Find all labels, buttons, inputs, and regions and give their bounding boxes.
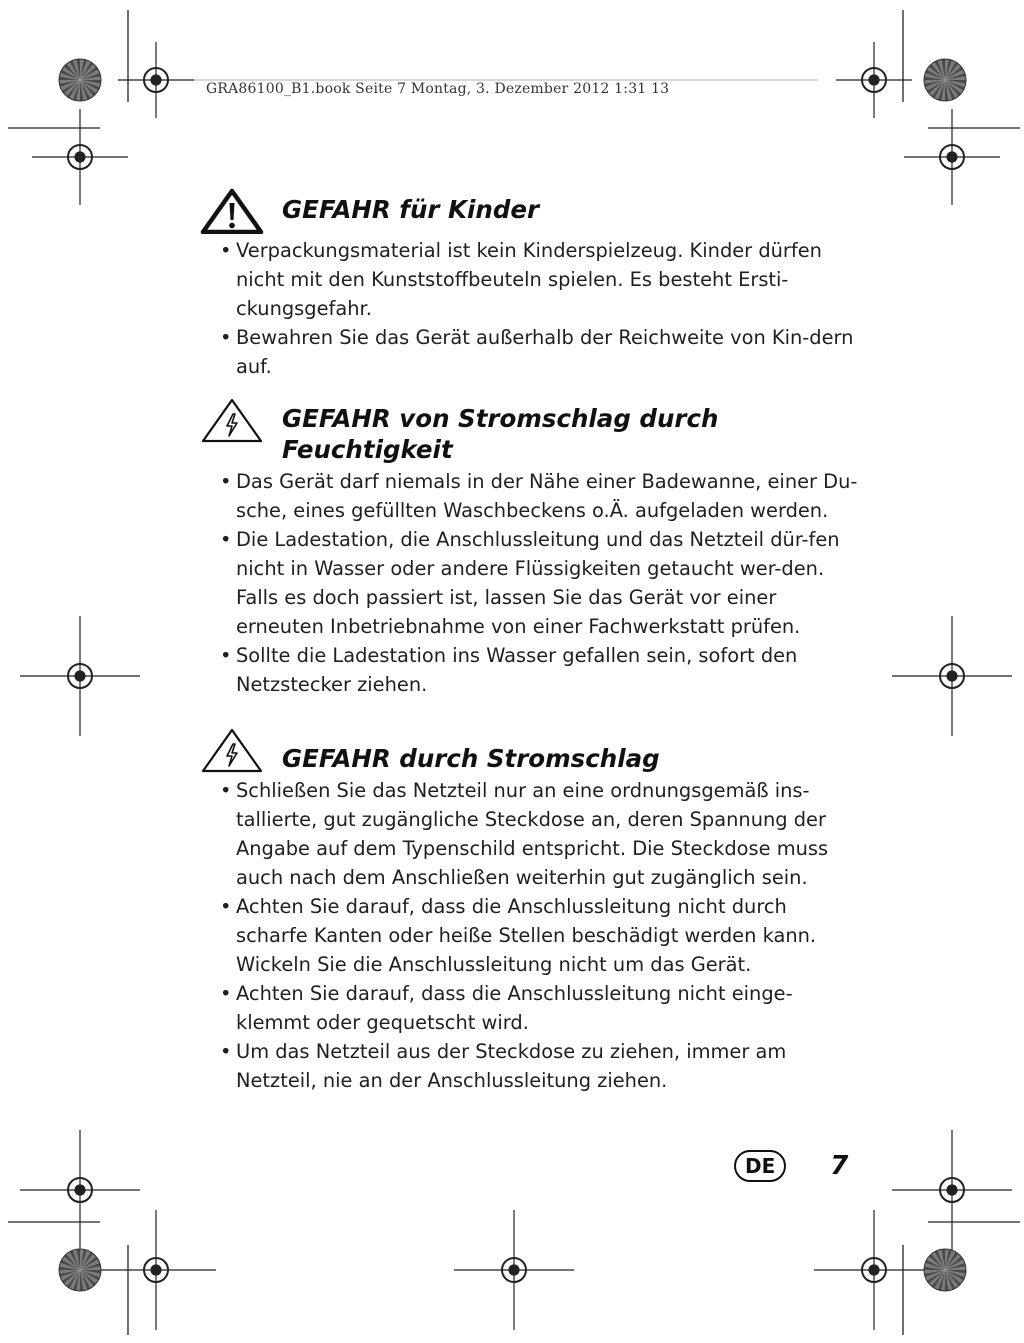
bullet-icon: • bbox=[220, 470, 232, 493]
registration-mark-icon bbox=[904, 109, 1000, 205]
list-item-text: Bewahren Sie das Gerät außerhalb der Reichweite von Kin-dern auf. bbox=[236, 326, 854, 378]
list-item bbox=[200, 525, 860, 641]
section-heading bbox=[200, 729, 860, 774]
color-wheel-icon bbox=[924, 59, 966, 101]
list-item-text: Um das Netzteil aus der Steckdose zu ziehen, immer am Netzteil, nie an der Anschlussleitung ziehen. bbox=[236, 1040, 787, 1092]
list-item-text: Das Gerät darf niemals in der Nähe einer Badewanne, einer Du-sche, eines gefüllten Waschbeckens o.Ä. aufgeladen werden. bbox=[236, 470, 858, 522]
bullet-icon: • bbox=[220, 1040, 232, 1063]
bullet-icon: • bbox=[220, 644, 232, 667]
section-title: GEFAHR für Kinder bbox=[282, 195, 540, 224]
page-number: 7 bbox=[830, 1151, 849, 1181]
list-item bbox=[200, 323, 860, 381]
registration-mark-icon bbox=[118, 42, 194, 118]
list-item-text: Die Ladestation, die Anschlussleitung und das Netzteil dür-fen nicht in Wasser oder andere Flüssigkeiten getaucht wer-den. Falls es doch passiert ist, lassen Sie das Gerät vor einer erneuten Inbetriebnahme von einer Fachwerkstatt prüfen. bbox=[236, 528, 840, 638]
registration-mark-icon bbox=[892, 616, 1012, 736]
list-item bbox=[200, 641, 860, 699]
list-item bbox=[200, 1037, 860, 1095]
registration-mark-icon bbox=[454, 1210, 574, 1330]
list-item-text: Achten Sie darauf, dass die Anschlussleitung nicht einge-klemmt oder gequetscht wird. bbox=[236, 982, 793, 1034]
bullet-icon: • bbox=[220, 895, 232, 918]
language-badge: DE bbox=[734, 1150, 786, 1182]
section-danger-children bbox=[200, 190, 860, 381]
electric-shock-icon bbox=[200, 397, 264, 443]
registration-mark-icon bbox=[20, 616, 140, 736]
bullet-list bbox=[200, 467, 860, 699]
print-header: GRA86100_B1.book Seite 7 Montag, 3. Dezember 2012 1:31 13 bbox=[206, 81, 670, 97]
list-item bbox=[200, 467, 860, 525]
list-item bbox=[200, 979, 860, 1037]
registration-mark-icon bbox=[20, 1130, 140, 1250]
list-item bbox=[200, 236, 860, 323]
list-item-text: Sollte die Ladestation ins Wasser gefallen sein, sofort den Netzstecker ziehen. bbox=[236, 644, 798, 696]
bullet-icon: • bbox=[220, 528, 232, 551]
electric-shock-icon bbox=[200, 727, 264, 773]
bullet-icon: • bbox=[220, 326, 232, 349]
safety-content bbox=[200, 190, 860, 1117]
page-footer bbox=[734, 1150, 848, 1182]
bullet-icon: • bbox=[220, 779, 232, 802]
section-title: GEFAHR durch Stromschlag bbox=[282, 744, 660, 773]
bullet-list bbox=[200, 236, 860, 381]
list-item bbox=[200, 776, 860, 892]
bullet-list bbox=[200, 776, 860, 1095]
registration-mark-icon bbox=[814, 1210, 934, 1330]
section-title: GEFAHR von Stromschlag durch Feuchtigkeit bbox=[282, 404, 719, 464]
registration-mark-icon bbox=[32, 109, 128, 205]
registration-mark-icon bbox=[836, 42, 912, 118]
list-item-text: Schließen Sie das Netzteil nur an eine ordnungsgemäß ins-tallierte, gut zugängliche Steckdose an, deren Spannung der Angabe auf dem Typenschild entspricht. Die Steckdose muss auch nach dem Anschließen weiterhin gut zugänglich sein. bbox=[236, 779, 829, 889]
warning-icon bbox=[200, 188, 264, 234]
registration-mark-icon bbox=[892, 1130, 1012, 1250]
registration-mark-icon bbox=[96, 1210, 216, 1330]
color-wheel-icon bbox=[924, 1249, 966, 1291]
section-heading bbox=[200, 399, 860, 465]
list-item bbox=[200, 892, 860, 979]
color-wheel-icon bbox=[59, 1249, 101, 1291]
section-heading bbox=[200, 190, 860, 234]
section-danger-electric-shock bbox=[200, 729, 860, 1095]
bullet-icon: • bbox=[220, 239, 232, 262]
color-wheel-icon bbox=[59, 59, 101, 101]
bullet-icon: • bbox=[220, 982, 232, 1005]
list-item-text: Achten Sie darauf, dass die Anschlussleitung nicht durch scharfe Kanten oder heiße Stellen beschädigt werden kann. Wickeln Sie die Anschlussleitung nicht um das Gerät. bbox=[236, 895, 817, 976]
list-item-text: Verpackungsmaterial ist kein Kinderspielzeug. Kinder dürfen nicht mit den Kunststoffbeuteln spielen. Es besteht Ersti-ckungsgefahr. bbox=[236, 239, 822, 320]
section-danger-moisture bbox=[200, 399, 860, 699]
